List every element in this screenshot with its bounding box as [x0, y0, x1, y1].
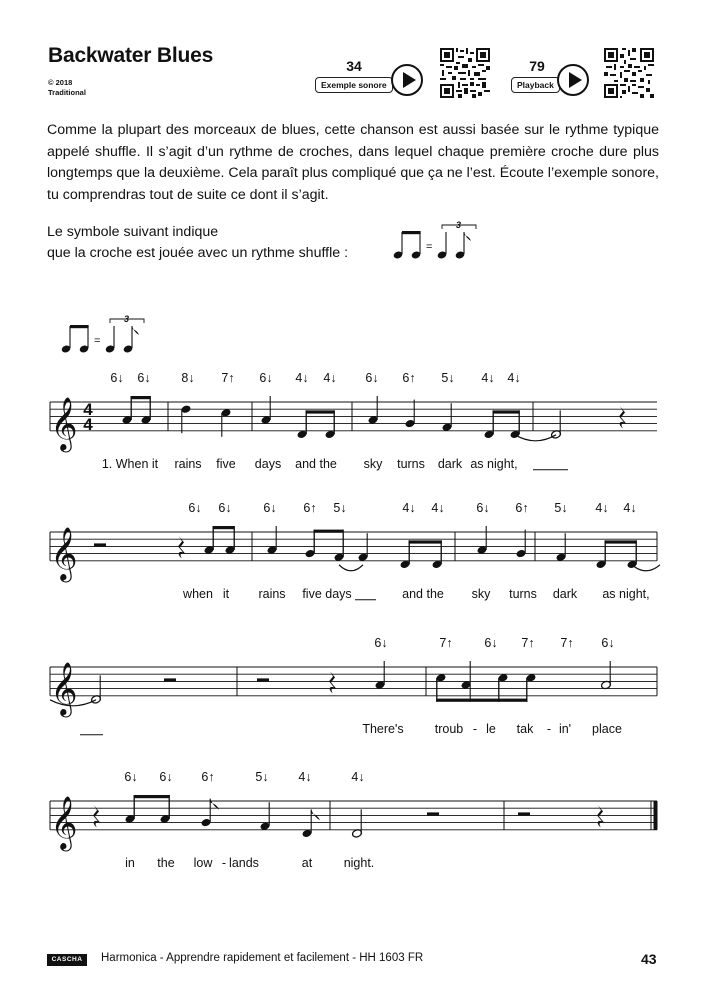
harmonica-tab: 4↓: [595, 501, 609, 515]
harmonica-tab: 4↓: [623, 501, 637, 515]
harmonica-tab: 6↓: [374, 636, 388, 650]
note-beam: [306, 410, 335, 413]
shuffle-triplet: 3: [124, 314, 130, 324]
intro-paragraph: Comme la plupart des morceaux de blues, cette chanson est aussi basée sur le rythme typique appelé shuffle. Il s’agit d’un rythme de croches, dans lequel chaque première croche dure plus longtemps que la deuxième. Cela paraît plus compliqué que ça ne l’est. Écoute l’exemple sonore, tu comprendras tout de suite ce dont il s’agit.: [47, 122, 659, 203]
harmonica-tab: 7↑: [439, 636, 453, 650]
half-rest: [164, 678, 176, 681]
harmonica-tab: 5↓: [255, 770, 269, 784]
lyric-syllable: days: [254, 456, 282, 471]
lyric-syllable: the: [157, 855, 175, 870]
half-rest: [94, 543, 106, 546]
song-title: Backwater Blues: [48, 44, 214, 67]
harmonica-tab: 6↓: [188, 501, 202, 515]
half-rest: [257, 678, 269, 681]
harmonica-tab: 7↑: [521, 636, 535, 650]
harmonica-tab: 6↑: [201, 770, 215, 784]
harmonica-tab: 6↓: [484, 636, 498, 650]
lyric-syllable: troub: [434, 721, 464, 736]
half-rest: [427, 812, 439, 815]
lyric-syllable: turns: [397, 456, 425, 471]
lyric-syllable: le: [486, 721, 496, 736]
harmonica-tab: 6↓: [365, 371, 379, 385]
harmonica-tab: 6↑: [303, 501, 317, 515]
lyric-syllable: in: [125, 855, 135, 870]
treble-clef-icon: 𝄞: [50, 396, 78, 449]
audio-example-number: 34: [346, 58, 362, 74]
harmonica-tab: 4↓: [481, 371, 495, 385]
publisher-logo: CASCHA: [47, 954, 87, 966]
lyric-syllable: as night,: [602, 586, 650, 601]
final-barline: [654, 801, 658, 830]
harmonica-tab: 4↓: [298, 770, 312, 784]
harmonica-tab: 4↓: [295, 371, 309, 385]
lyric-syllable: in': [558, 721, 572, 736]
lyric-syllable: night.: [343, 855, 375, 870]
note-beam: [213, 526, 235, 529]
time-signature-top: 4: [83, 400, 93, 419]
lyric-syllable: as night,: [470, 456, 518, 471]
lyric-syllable: it: [222, 586, 230, 601]
lyric-syllable: and the: [295, 456, 337, 471]
harmonica-tab: 4↓: [351, 770, 365, 784]
harmonica-tab: 8↓: [181, 371, 195, 385]
lyric-syllable: five: [216, 456, 236, 471]
lyric-syllable: 1. When it: [101, 456, 159, 471]
harmonica-tab: 6↑: [402, 371, 416, 385]
harmonica-tab: 4↓: [402, 501, 416, 515]
page-number: 43: [641, 951, 657, 967]
harmonica-tab: 4↓: [431, 501, 445, 515]
harmonica-tab: 6↓: [476, 501, 490, 515]
lyric-syllable: when: [183, 586, 213, 601]
note-flag: [311, 809, 320, 820]
lyric-syllable: turns: [509, 586, 537, 601]
lyric-syllable: sky: [363, 456, 383, 471]
footer-text: Harmonica - Apprendre rapidement et facilement - HH 1603 FR: [101, 952, 424, 964]
harmonica-tab: 6↓: [159, 770, 173, 784]
lyric-syllable: low: [193, 855, 213, 870]
harmonica-tab: 6↓: [263, 501, 277, 515]
note-beam: [605, 540, 637, 543]
harmonica-tab: 6↓: [601, 636, 615, 650]
harmonica-tab: 4↓: [507, 371, 521, 385]
harmonica-tab: 7↑: [560, 636, 574, 650]
playback-label: Playback: [511, 77, 560, 93]
note-beam: [409, 540, 442, 543]
tie: [632, 565, 660, 571]
lyric-syllable: rains: [258, 586, 286, 601]
time-signature-bottom: 4: [83, 415, 93, 434]
harmonica-tab: 6↑: [515, 501, 529, 515]
harmonica-tab: 4↓: [323, 371, 337, 385]
shuffle-triplet: 3: [456, 220, 462, 230]
note-beam: [131, 396, 151, 399]
note-beam: [134, 795, 170, 798]
lyric-syllable: five days: [302, 586, 352, 601]
harmonica-tab: 6↓: [110, 371, 124, 385]
harmonica-tab: 5↓: [554, 501, 568, 515]
playback-number: 79: [529, 58, 545, 74]
treble-clef-icon: 𝄞: [50, 661, 78, 714]
lyric-syllable: -: [472, 721, 478, 736]
lyric-syllable: rains: [174, 456, 202, 471]
composer: Traditional: [48, 88, 86, 97]
lyric-syllable: -: [546, 721, 552, 736]
shuffle-equals: =: [94, 335, 101, 347]
harmonica-tab: 6↓: [259, 371, 273, 385]
lyric-syllable: lands: [229, 855, 259, 870]
half-rest: [518, 812, 530, 815]
harmonica-tab: 5↓: [441, 371, 455, 385]
shuffle-equals: =: [426, 241, 433, 253]
lyric-syllable: tak: [516, 721, 534, 736]
treble-clef-icon: 𝄞: [50, 795, 78, 848]
shuffle-explanation-line2: que la croche est jouée avec un rythme shuffle :: [47, 245, 349, 261]
lyric-syllable: -: [221, 855, 227, 870]
lyric-syllable: place: [592, 721, 622, 736]
copyright: © 2018: [48, 78, 73, 87]
lyric-syllable: at: [301, 855, 313, 870]
tie: [515, 435, 556, 441]
note-beam: [314, 530, 344, 533]
note-beam: [436, 699, 527, 702]
harmonica-tab: 5↓: [333, 501, 347, 515]
audio-example-label: Exemple sonore: [315, 77, 393, 93]
shuffle-explanation-line1: Le symbole suivant indique: [47, 224, 219, 240]
harmonica-tab: 6↓: [124, 770, 138, 784]
note-beam: [493, 410, 520, 413]
lyric-syllable: dark: [437, 456, 463, 471]
tie: [339, 565, 363, 571]
lyric-syllable: sky: [471, 586, 491, 601]
lyric-syllable: There's: [362, 721, 404, 736]
lyric-syllable: and the: [402, 586, 444, 601]
harmonica-tab: 6↓: [137, 371, 151, 385]
harmonica-tab: 6↓: [218, 501, 232, 515]
lyric-syllable: dark: [552, 586, 578, 601]
treble-clef-icon: 𝄞: [50, 526, 78, 579]
harmonica-tab: 7↑: [221, 371, 235, 385]
